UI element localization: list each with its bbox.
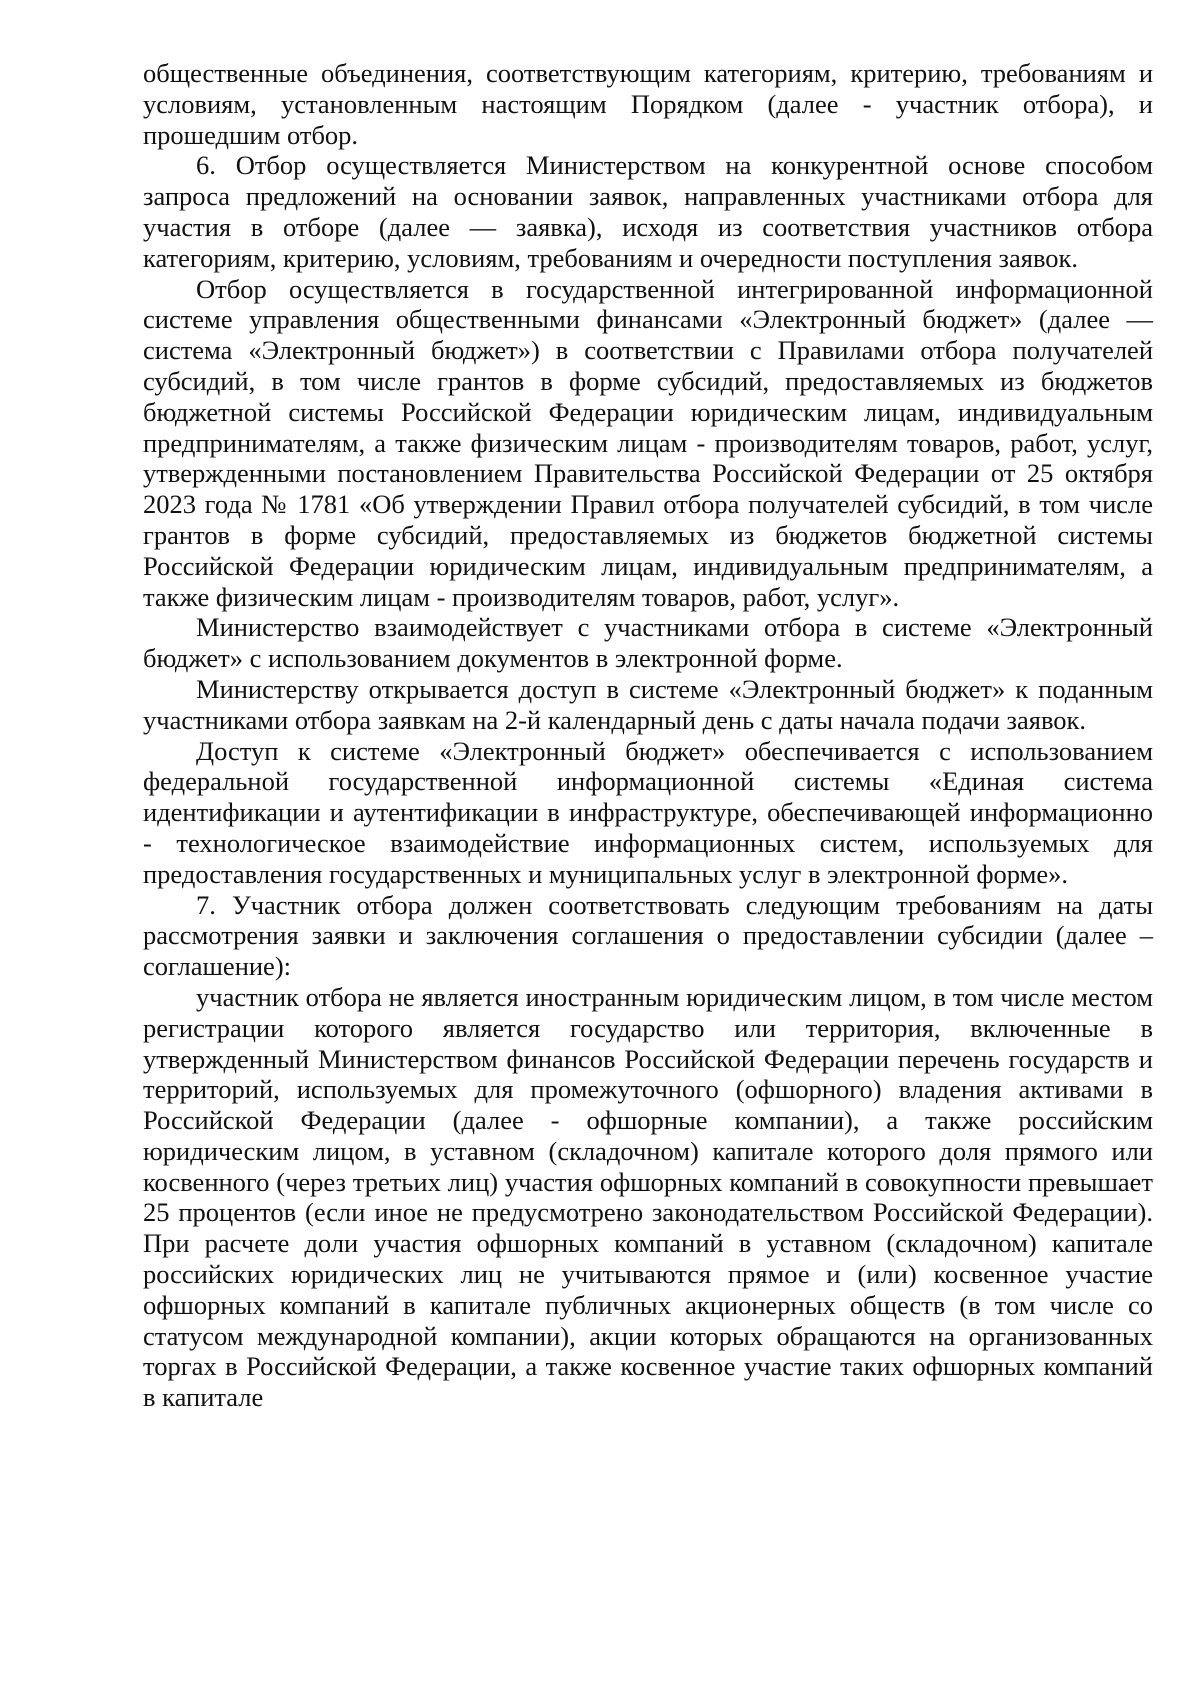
paragraph-item-6: 6. Отбор осуществляется Министерством на конкурентной основе способом запроса предложений на основании заявок, направленных участниками отбора для участия в отборе (далее — заявка), исходя из соответствия участников отбора категориям, критерию, условиям, требованиям и очередности поступления заявок.: [143, 150, 1153, 273]
paragraph-electronic-budget: Отбор осуществляется в государственной интегрированной информационной системе управления общественными финансами «Электронный бюджет» (далее — система «Электронный бюджет») в соответствии с Правилами отбора получателей субсидий, в том числе грантов в форме субсидий, предоставляемых из бюджетов бюджетной системы Российской Федерации юридическим лицам, индивидуальным предпринимателям, а также физическим лицам - производителям товаров, работ, услуг, утвержденными постановлением Правительства Российской Федерации от 25 октября 2023 года № 1781 «Об утверждении Правил отбора получателей субсидий, в том числе грантов в форме субсидий, предоставляемых из бюджетов бюджетной системы Российской Федерации юридическим лицам, индивидуальным предпринимателям, а также физическим лицам - производителям товаров, работ, услуг».: [143, 273, 1153, 612]
document-body: [143, 58, 1153, 1413]
paragraph-ministry-interaction: Министерство взаимодействует с участниками отбора в системе «Электронный бюджет» с использованием документов в электронной форме.: [143, 612, 1153, 674]
paragraph-system-access: Доступ к системе «Электронный бюджет» обеспечивается с использованием федеральной государственной информационной системы «Единая система идентификации и аутентификации в инфраструктуре, обеспечивающей информационно - технологическое взаимодействие информационных систем, используемых для предоставления государственных и муниципальных услуг в электронной форме».: [143, 735, 1153, 889]
paragraph-ministry-access: Министерству открывается доступ в системе «Электронный бюджет» к поданным участниками отбора заявкам на 2-й календарный день с даты начала подачи заявок.: [143, 673, 1153, 735]
paragraph-continuation: общественные объединения, соответствующим категориям, критерию, требованиям и условиям, установленным настоящим Порядком (далее - участник отбора), и прошедшим отбор.: [143, 58, 1153, 150]
paragraph-item-7: 7. Участник отбора должен соответствовать следующим требованиям на даты рассмотрения заявки и заключения соглашения о предоставлении субсидии (далее – соглашение):: [143, 889, 1153, 982]
paragraph-offshore-requirement: участник отбора не является иностранным юридическим лицом, в том числе местом регистрации которого является государство или территория, включенные в утвержденный Министерством финансов Российской Федерации перечень государств и территорий, используемых для промежуточного (офшорного) владения активами в Российской Федерации (далее - офшорные компании), а также российским юридическим лицом, в уставном (складочном) капитале которого доля прямого или косвенного (через третьих лиц) участия офшорных компаний в совокупности превышает 25 процентов (если иное не предусмотрено законодательством Российской Федерации). При расчете доли участия офшорных компаний в уставном (складочном) капитале российских юридических лиц не учитываются прямое и (или) косвенное участие офшорных компаний в капитале публичных акционерных обществ (в том числе со статусом международной компании), акции которых обращаются на организованных торгах в Российской Федерации, а также косвенное участие таких офшорных компаний в капитале: [143, 981, 1153, 1413]
